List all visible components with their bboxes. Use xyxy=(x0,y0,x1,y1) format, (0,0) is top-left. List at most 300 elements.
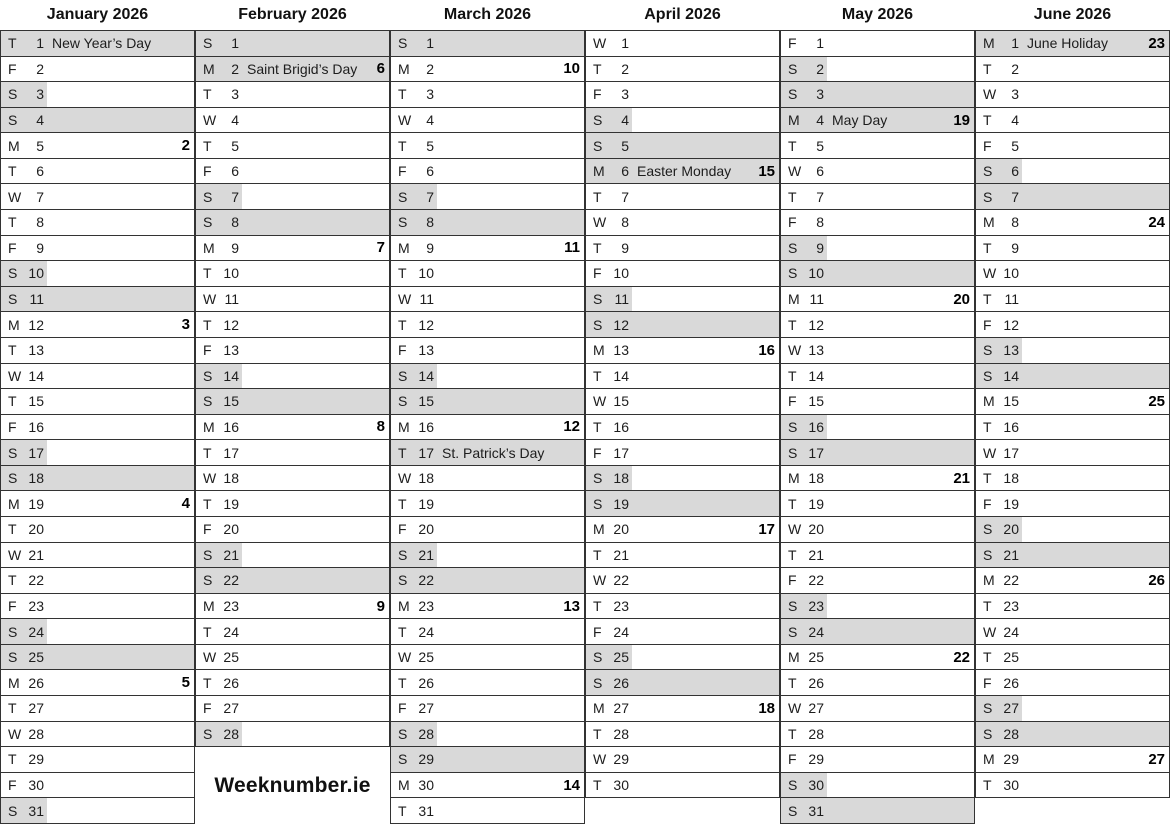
weekday-letter: M xyxy=(8,137,20,154)
weekday-letter: T xyxy=(788,367,797,384)
day-cell xyxy=(196,543,242,568)
weekday-letter: S xyxy=(8,623,18,640)
day-cell xyxy=(1,568,47,593)
day-cell xyxy=(196,338,242,363)
day-number: 16 xyxy=(28,418,44,435)
day-row xyxy=(586,312,779,338)
weekday-letter: F xyxy=(8,598,17,614)
month-title: April 2026 xyxy=(644,6,721,23)
day-number: 14 xyxy=(1003,367,1019,384)
weekday-letter: M xyxy=(788,470,800,487)
day-row xyxy=(196,696,389,722)
day-cell xyxy=(781,568,827,593)
weekday-letter: S xyxy=(983,367,993,384)
weekday-letter: S xyxy=(593,495,603,512)
day-cell xyxy=(391,236,437,261)
day-number: 23 xyxy=(613,598,629,614)
day-cell xyxy=(391,798,437,823)
weekday-letter: T xyxy=(398,265,407,282)
week-number: 15 xyxy=(758,162,775,180)
day-row xyxy=(1,594,194,620)
day-cell xyxy=(976,415,1022,440)
day-number: 28 xyxy=(223,725,239,742)
day-number: 24 xyxy=(418,623,434,640)
weekday-letter: S xyxy=(203,35,213,52)
day-row xyxy=(781,82,974,108)
weekday-letter: W xyxy=(203,291,217,308)
day-row xyxy=(586,159,779,185)
day-cell xyxy=(586,517,632,542)
weekday-letter: S xyxy=(788,802,798,819)
day-row xyxy=(976,389,1169,415)
day-row xyxy=(1,517,194,543)
day-row xyxy=(196,670,389,696)
weekday-letter: F xyxy=(8,60,17,77)
weekday-letter: W xyxy=(788,700,802,717)
day-row xyxy=(1,389,194,415)
weekday-letter: M xyxy=(8,674,20,691)
week-number: 16 xyxy=(758,341,775,359)
weekday-letter: S xyxy=(398,725,408,742)
day-cell xyxy=(391,108,437,133)
day-row xyxy=(586,82,779,108)
day-number: 28 xyxy=(1003,725,1019,742)
day-row xyxy=(196,517,389,543)
day-number: 17 xyxy=(28,444,44,461)
weekday-letter: T xyxy=(983,291,992,308)
day-number: 2 xyxy=(621,60,629,77)
weekday-letter: T xyxy=(593,546,602,563)
week-number: 13 xyxy=(563,597,580,615)
day-cell xyxy=(196,568,242,593)
day-number: 9 xyxy=(36,239,44,256)
day-number: 17 xyxy=(1003,444,1019,461)
day-row xyxy=(1,619,194,645)
day-number: 15 xyxy=(808,393,824,410)
week-number: 5 xyxy=(181,674,190,692)
day-row xyxy=(1,491,194,517)
day-cell xyxy=(976,517,1022,542)
day-cell xyxy=(781,619,827,644)
day-cell xyxy=(391,670,437,695)
weekday-letter: M xyxy=(398,60,410,77)
day-number: 16 xyxy=(613,418,629,435)
weekday-letter: W xyxy=(593,214,607,231)
month-title: March 2026 xyxy=(443,6,532,23)
weekday-letter: F xyxy=(788,393,797,410)
day-number: 1 xyxy=(426,35,434,52)
day-number: 8 xyxy=(426,214,434,231)
day-row xyxy=(1,338,194,364)
day-row xyxy=(781,415,974,441)
day-number: 3 xyxy=(36,86,44,103)
day-number: 27 xyxy=(808,700,824,717)
day-number: 8 xyxy=(816,214,824,231)
weekday-letter: T xyxy=(593,60,602,77)
day-row xyxy=(976,236,1169,262)
day-cell xyxy=(781,696,827,721)
weekday-letter: S xyxy=(8,112,18,129)
weekday-letter: S xyxy=(593,649,603,666)
day-cell xyxy=(196,312,242,337)
day-cell xyxy=(586,338,632,363)
day-row xyxy=(586,491,779,517)
weekday-letter: W xyxy=(983,265,997,282)
week-number: 14 xyxy=(563,776,580,794)
day-number: 29 xyxy=(28,751,44,768)
day-row xyxy=(391,108,584,134)
weekday-letter: S xyxy=(203,546,213,563)
day-row xyxy=(196,568,389,594)
weekday-letter: S xyxy=(788,265,798,282)
day-row xyxy=(586,466,779,492)
day-cell xyxy=(586,82,632,107)
day-number: 14 xyxy=(418,367,434,384)
day-cell xyxy=(586,491,632,516)
weekday-letter: S xyxy=(8,470,18,487)
day-row xyxy=(196,543,389,569)
day-cell xyxy=(976,466,1022,491)
day-cell xyxy=(1,747,47,772)
weekday-letter: T xyxy=(398,137,407,154)
day-number: 27 xyxy=(223,700,239,717)
day-row xyxy=(391,543,584,569)
day-cell xyxy=(976,696,1022,721)
day-number: 4 xyxy=(816,112,824,129)
day-cell xyxy=(781,389,827,414)
day-cell xyxy=(196,415,242,440)
day-row xyxy=(976,57,1169,83)
day-number: 9 xyxy=(621,239,629,256)
day-cell xyxy=(976,261,1022,286)
month-title: January 2026 xyxy=(46,6,149,23)
weekday-letter: T xyxy=(398,674,407,691)
day-cell xyxy=(196,261,242,286)
day-cell xyxy=(781,594,827,619)
week-number: 11 xyxy=(564,239,580,257)
day-row xyxy=(586,108,779,134)
weekday-letter: T xyxy=(398,623,407,640)
day-number: 17 xyxy=(223,444,239,461)
month-title: February 2026 xyxy=(238,6,347,23)
day-cell xyxy=(976,31,1022,56)
weekday-letter: M xyxy=(983,572,995,589)
month-february xyxy=(195,0,390,825)
day-row xyxy=(1,747,194,773)
day-number: 29 xyxy=(418,751,434,768)
day-number: 20 xyxy=(418,521,434,538)
day-row xyxy=(976,133,1169,159)
day-cell xyxy=(391,747,437,772)
weekday-letter: T xyxy=(593,598,602,614)
day-number: 9 xyxy=(426,239,434,256)
day-cell xyxy=(196,517,242,542)
day-cell xyxy=(781,747,827,772)
day-number: 25 xyxy=(223,649,239,666)
holiday-name: May Day xyxy=(832,112,888,129)
day-cell xyxy=(196,57,242,82)
day-number: 15 xyxy=(613,393,629,410)
day-cell xyxy=(586,133,632,158)
weekday-letter: M xyxy=(983,35,995,52)
holiday-name: June Holiday xyxy=(1027,35,1108,52)
day-cell xyxy=(196,670,242,695)
day-number: 30 xyxy=(418,777,434,794)
day-cell xyxy=(781,338,827,363)
day-number: 19 xyxy=(1003,495,1019,512)
weekday-letter: S xyxy=(788,598,798,614)
weekday-letter: S xyxy=(398,751,408,768)
day-number: 8 xyxy=(36,214,44,231)
day-number: 25 xyxy=(28,649,44,666)
weekday-letter: S xyxy=(8,265,18,282)
day-row xyxy=(781,159,974,185)
weekday-letter: S xyxy=(983,342,993,359)
week-number: 2 xyxy=(181,137,190,155)
weekday-letter: T xyxy=(593,777,602,794)
day-number: 22 xyxy=(223,572,239,589)
day-cell xyxy=(1,415,47,440)
day-row xyxy=(196,594,389,620)
weekday-letter: S xyxy=(983,725,993,742)
day-row xyxy=(976,491,1169,517)
day-cell xyxy=(586,31,632,56)
day-cell xyxy=(1,440,47,465)
weekday-letter: T xyxy=(398,86,407,103)
day-number: 11 xyxy=(29,291,44,308)
day-number: 15 xyxy=(1003,393,1019,410)
weekday-letter: F xyxy=(398,700,407,717)
week-number: 4 xyxy=(181,495,190,513)
day-cell xyxy=(976,364,1022,389)
weekday-letter: T xyxy=(8,521,17,538)
weekday-letter: S xyxy=(983,546,993,563)
weekday-letter: S xyxy=(398,214,408,231)
day-cell xyxy=(586,543,632,568)
day-cell xyxy=(391,415,437,440)
day-row xyxy=(976,312,1169,338)
week-number: 12 xyxy=(563,418,580,436)
weekday-letter: W xyxy=(593,393,607,410)
day-cell xyxy=(586,389,632,414)
day-row xyxy=(781,57,974,83)
day-number: 23 xyxy=(28,598,44,614)
day-row xyxy=(781,108,974,134)
weekday-letter: W xyxy=(203,470,217,487)
day-number: 17 xyxy=(808,444,824,461)
day-row xyxy=(196,287,389,313)
day-row xyxy=(196,312,389,338)
day-cell xyxy=(586,261,632,286)
day-cell xyxy=(196,287,242,312)
day-number: 19 xyxy=(418,495,434,512)
day-cell xyxy=(391,312,437,337)
weekday-letter: T xyxy=(593,367,602,384)
weekday-letter: M xyxy=(398,777,410,794)
weekday-letter: T xyxy=(398,802,407,819)
day-cell xyxy=(781,108,827,133)
weekday-letter: T xyxy=(593,418,602,435)
weekday-letter: W xyxy=(398,649,412,666)
weekday-letter: F xyxy=(203,521,212,538)
day-number: 27 xyxy=(418,700,434,717)
day-number: 3 xyxy=(426,86,434,103)
day-number: 6 xyxy=(36,163,44,180)
day-number: 3 xyxy=(231,86,239,103)
weekday-letter: T xyxy=(593,725,602,742)
weekday-letter: S xyxy=(788,239,798,256)
day-cell xyxy=(976,108,1022,133)
day-cell xyxy=(1,338,47,363)
day-number: 28 xyxy=(808,725,824,742)
day-row xyxy=(976,670,1169,696)
day-cell xyxy=(196,108,242,133)
day-cell xyxy=(586,594,632,619)
weekday-letter: M xyxy=(203,60,215,77)
day-row xyxy=(391,338,584,364)
weekday-letter: M xyxy=(593,521,605,538)
month-june xyxy=(975,0,1170,825)
weekday-letter: S xyxy=(593,674,603,691)
day-number: 20 xyxy=(808,521,824,538)
day-cell xyxy=(781,236,827,261)
month-may xyxy=(780,0,975,825)
day-number: 7 xyxy=(1011,188,1019,205)
weekday-letter: T xyxy=(203,444,212,461)
day-cell xyxy=(976,645,1022,670)
day-row xyxy=(976,287,1169,313)
day-row xyxy=(976,338,1169,364)
day-cell xyxy=(1,261,47,286)
day-cell xyxy=(781,133,827,158)
day-number: 16 xyxy=(808,418,824,435)
day-number: 1 xyxy=(621,35,629,52)
day-number: 21 xyxy=(223,546,239,563)
weekday-letter: T xyxy=(8,700,17,717)
weekday-letter: T xyxy=(203,674,212,691)
weekday-letter: F xyxy=(8,418,17,435)
weekday-letter: F xyxy=(593,86,602,103)
day-number: 5 xyxy=(231,137,239,154)
weekday-letter: S xyxy=(788,623,798,640)
weekday-letter: T xyxy=(203,623,212,640)
day-row xyxy=(586,619,779,645)
day-number: 5 xyxy=(426,137,434,154)
day-cell xyxy=(1,312,47,337)
day-cell xyxy=(391,491,437,516)
day-row xyxy=(976,543,1169,569)
weekday-letter: S xyxy=(203,393,213,410)
day-cell xyxy=(196,389,242,414)
day-row xyxy=(391,645,584,671)
month-march xyxy=(390,0,585,825)
day-number: 2 xyxy=(816,60,824,77)
day-number: 23 xyxy=(808,598,824,614)
day-row xyxy=(781,773,974,799)
day-number: 18 xyxy=(613,470,629,487)
weekday-letter: F xyxy=(8,239,17,256)
day-number: 18 xyxy=(1003,470,1019,487)
day-row xyxy=(196,440,389,466)
day-number: 22 xyxy=(613,572,629,589)
weekday-letter: T xyxy=(788,546,797,563)
weekday-letter: T xyxy=(398,444,407,461)
weekday-letter: T xyxy=(203,86,212,103)
day-number: 18 xyxy=(418,470,434,487)
day-cell xyxy=(1,159,47,184)
day-cell xyxy=(976,236,1022,261)
day-number: 25 xyxy=(613,649,629,666)
weekday-letter: S xyxy=(8,291,18,308)
day-number: 22 xyxy=(1003,572,1019,589)
weekday-letter: W xyxy=(398,470,412,487)
day-number: 16 xyxy=(418,418,434,435)
day-row xyxy=(781,210,974,236)
day-row xyxy=(196,159,389,185)
day-row xyxy=(196,57,389,83)
weekday-letter: W xyxy=(8,367,22,384)
day-cell xyxy=(1,287,47,312)
weekday-letter: F xyxy=(593,265,602,282)
day-cell xyxy=(781,543,827,568)
day-number: 22 xyxy=(808,572,824,589)
day-number: 20 xyxy=(223,521,239,538)
day-cell xyxy=(391,184,437,209)
day-cell xyxy=(196,236,242,261)
week-number: 23 xyxy=(1148,34,1165,52)
day-row xyxy=(586,722,779,748)
day-cell xyxy=(1,108,47,133)
day-row xyxy=(781,594,974,620)
day-number: 13 xyxy=(808,342,824,359)
day-row xyxy=(196,338,389,364)
day-row xyxy=(196,722,389,748)
day-row xyxy=(391,415,584,441)
day-row xyxy=(586,57,779,83)
weekday-letter: W xyxy=(788,342,802,359)
day-row xyxy=(391,82,584,108)
weekday-letter: W xyxy=(593,751,607,768)
weekday-letter: S xyxy=(203,188,213,205)
day-cell xyxy=(1,543,47,568)
day-cell xyxy=(781,466,827,491)
weekday-letter: W xyxy=(203,112,217,129)
day-number: 13 xyxy=(418,342,434,359)
day-number: 30 xyxy=(613,777,629,794)
weekday-letter: S xyxy=(398,188,408,205)
day-row xyxy=(391,798,584,824)
day-row xyxy=(391,619,584,645)
day-number: 19 xyxy=(223,495,239,512)
day-row xyxy=(391,440,584,466)
day-row xyxy=(976,31,1169,57)
day-row xyxy=(391,773,584,799)
day-row xyxy=(976,159,1169,185)
day-cell xyxy=(196,440,242,465)
day-row xyxy=(781,543,974,569)
weekday-letter: F xyxy=(398,342,407,359)
day-cell xyxy=(586,773,632,798)
day-number: 1 xyxy=(36,35,44,52)
weekday-letter: S xyxy=(203,572,213,589)
day-row xyxy=(976,645,1169,671)
day-number: 2 xyxy=(1011,60,1019,77)
day-cell xyxy=(586,568,632,593)
day-cell xyxy=(196,82,242,107)
day-cell xyxy=(196,466,242,491)
weekday-letter: S xyxy=(8,649,18,666)
day-cell xyxy=(586,645,632,670)
